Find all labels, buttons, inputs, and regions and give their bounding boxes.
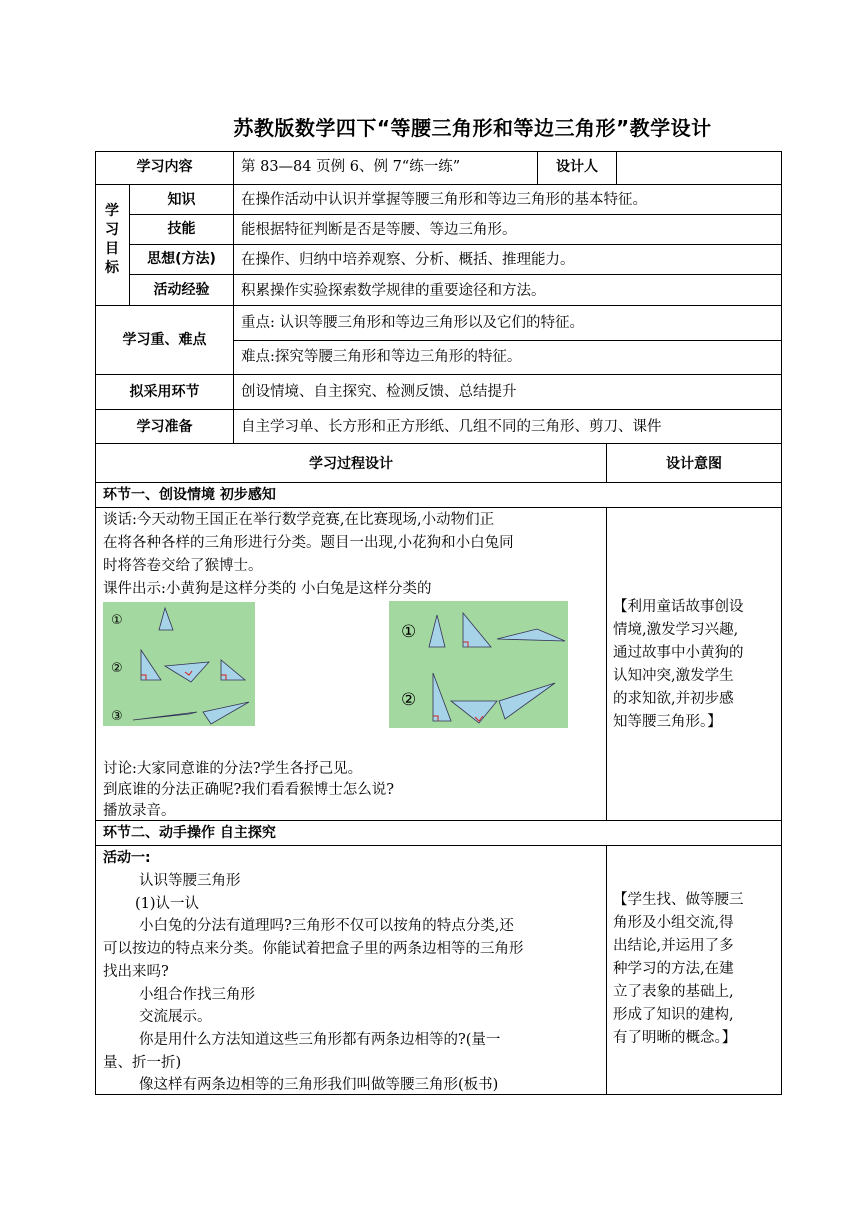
stages-label: 拟采用环节 xyxy=(129,384,200,400)
section2-intent: 【学生找、做等腰三 角形及小组交流,得 出结论,并运用了多 种学习的方法,在建 立了表象的基础上, 形成了知识的建构, 有了明晰的概念。】 xyxy=(613,892,744,1046)
goal-label-skill: 技能 xyxy=(167,221,196,237)
goal-text-method: 在操作、归纳中培养观察、分析、概括、推理能力。 xyxy=(241,252,575,268)
section1-discussion: 讨论:大家同意谁的分法?学生各抒己见。 到底谁的分法正确呢?我们看看猴博士怎么说? 播放录音。 xyxy=(103,761,395,819)
intent-header: 设计意图 xyxy=(666,456,722,472)
process-header: 学习过程设计 xyxy=(309,456,393,472)
svg-text:①: ① xyxy=(401,622,417,642)
key-point: 重点: 认识等腰三角形和等边三角形以及它们的特征。 xyxy=(241,315,584,331)
goal-text-experience: 积累操作实验探索数学规律的重要途径和方法。 xyxy=(241,283,546,299)
difficult-point: 难点:探究等腰三角形和等边三角形的特征。 xyxy=(241,349,522,365)
goal-text-skill: 能根据特征判断是否是等腰、等边三角形。 xyxy=(241,222,517,238)
prep-label: 学习准备 xyxy=(136,419,193,435)
goal-label-experience: 活动经验 xyxy=(153,282,210,298)
stages-text: 创设情境、自主探究、检测反馈、总结提升 xyxy=(241,384,517,400)
dog-classification-figure xyxy=(103,602,255,726)
section2-body: 认识等腰三角形 (1)认一认 小白兔的分法有道理吗?三角形不仅可以按角的特点分类,还 可以按边的特点来分类。你能试着把盒子里的两条边相等的三角形 找出来吗? 小组合作找三角形 交流展示。 你是用什么方法知道这些三角形都有两条边相等的?(量一 量、折一折) 像这样有两条边相等的三角形我们叫做等腰三角形(板书) xyxy=(103,873,524,1094)
svg-text:②: ② xyxy=(111,661,123,676)
section1-intro: 谈话:今天动物王国正在举行数学竞赛,在比赛现场,小动物们正 在将各种各样的三角形进行分类。题目一出现,小花狗和小白兔同 时将答卷交给了猴博士。 课件出示:小黄狗是这样分类的 小白兔是这样分类的 xyxy=(103,512,514,597)
content-label: 学习内容 xyxy=(136,159,193,175)
goal-label-method: 思想(方法) xyxy=(147,251,216,267)
rabbit-classification-figure xyxy=(389,601,568,728)
designer-label: 设计人 xyxy=(556,159,598,175)
section1-title: 环节一、创设情境 初步感知 xyxy=(103,487,276,503)
prep-text: 自主学习单、长方形和正方形纸、几组不同的三角形、剪刀、课件 xyxy=(241,419,662,435)
content-value: 第 83—84 页例 6、例 7“练一练” xyxy=(241,159,461,175)
svg-text:①: ① xyxy=(111,613,123,628)
activity-label: 活动一: xyxy=(103,850,151,866)
section1-intent: 【利用童话故事创设 情境,激发学习兴趣, 通过故事中小黄狗的 认知冲突,激发学生 的求知欲,并初步感 知等腰三角形。】 xyxy=(613,599,744,730)
keypoints-label: 学习重、难点 xyxy=(122,332,207,348)
svg-text:②: ② xyxy=(401,690,417,710)
goal-label-knowledge: 知识 xyxy=(167,192,196,208)
page-title: 苏教版数学四下“等腰三角形和等边三角形”教学设计 xyxy=(233,116,712,140)
goals-label: 学 习 目 标 xyxy=(105,203,119,276)
svg-text:③: ③ xyxy=(111,709,123,724)
goal-text-knowledge: 在操作活动中认识并掌握等腰三角形和等边三角形的基本特征。 xyxy=(241,192,647,208)
section2-title: 环节二、动手操作 自主探究 xyxy=(103,825,276,841)
